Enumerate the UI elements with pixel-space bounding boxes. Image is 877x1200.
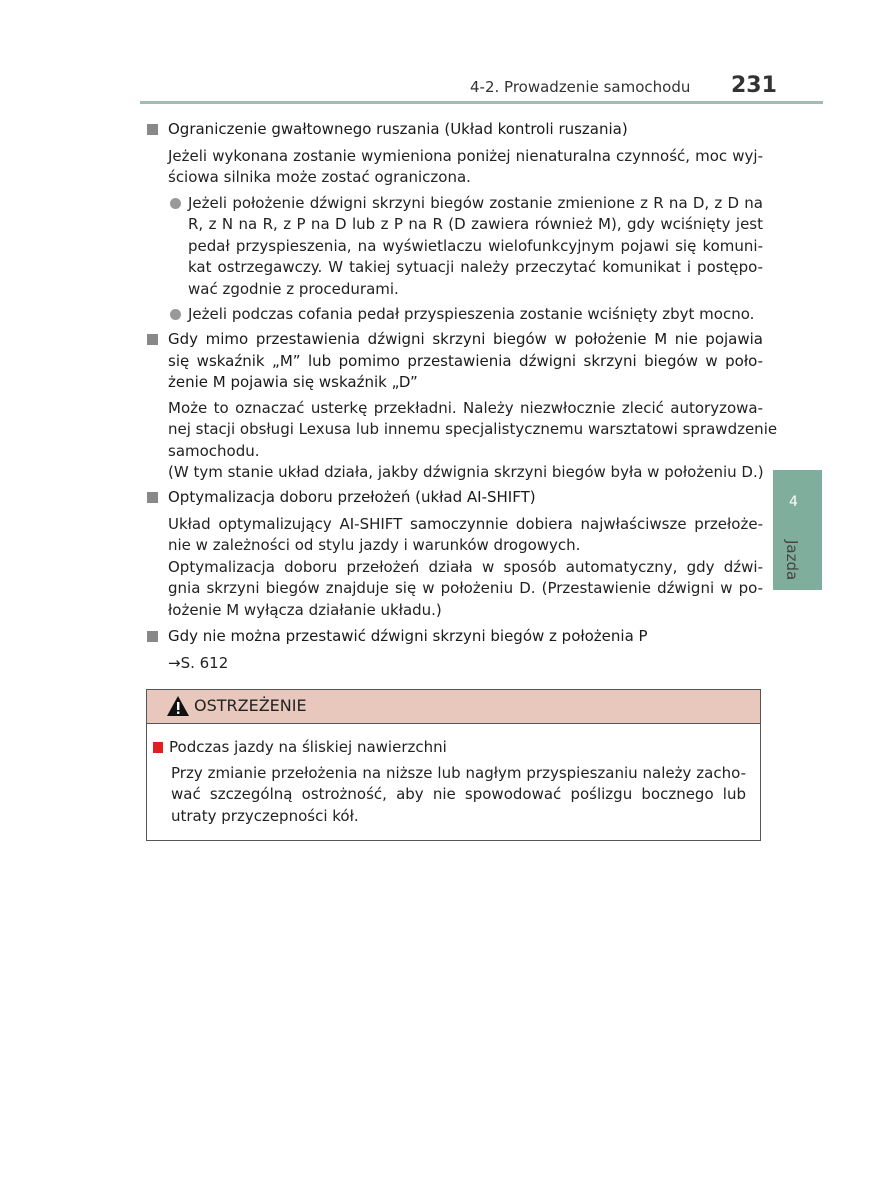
body-line: Może to oznaczać usterkę przekładni. Należy niezwłocznie zlecić autoryzowa- — [168, 398, 763, 417]
section-park-release — [147, 626, 763, 674]
section-heading: żenie M pojawia się wskaźnik „D” — [168, 373, 418, 391]
body-line: ściowa silnika może zostać ograniczona. — [168, 168, 471, 186]
warning-triangle-icon — [167, 696, 189, 720]
square-bullet-icon — [147, 631, 158, 642]
square-bullet-icon — [147, 334, 158, 345]
warning-heading-text: Podczas jazdy na śliskiej nawierzchni — [169, 738, 447, 756]
square-bullet-icon — [147, 124, 158, 135]
warning-header — [147, 690, 760, 724]
chapter-number: 4 — [789, 494, 798, 510]
chapter-label: Jazda — [783, 540, 801, 581]
bullet-item — [147, 193, 763, 301]
square-bullet-icon — [147, 492, 158, 503]
section-heading — [147, 487, 763, 509]
bullet-line — [147, 193, 763, 215]
heading-text: Gdy mimo przestawienia dźwigni skrzyni biegów w położenie M nie pojawia — [168, 330, 763, 348]
section-launch-control — [147, 119, 763, 326]
body-line: nie w zależności od stylu jazdy i warunków drogowych. — [168, 536, 581, 554]
bullet-text: Jeżeli położenie dźwigni skrzyni biegów zostanie zmienione z R na D, z D na — [188, 193, 763, 212]
body-line: Jeżeli wykonana zostanie wymieniona poniżej nienaturalna czynność, moc wyj- — [168, 146, 763, 165]
body-line: łożenie M wyłącza działanie układu.) — [168, 600, 442, 619]
warning-body-line: wać szczególną ostrożność, aby nie spowodować poślizgu bocznego lub — [171, 785, 746, 803]
page-reference-link[interactable]: →S. 612 — [168, 653, 229, 672]
body-line: nej stacji obsługi Lexusa lub innemu specjalistycznemu warsztatowi sprawdzenie — [168, 420, 778, 438]
section-heading: się wskaźnik „M” lub pomimo przestawienia dźwigni skrzyni biegów w poło- — [168, 351, 763, 370]
body-line: Układ optymalizujący AI-SHIFT samoczynnie dobiera najwłaściwsze przełoże- — [168, 514, 763, 533]
section-heading — [147, 329, 763, 351]
section-heading — [147, 626, 763, 648]
bullet-text: Jeżeli podczas cofania pedał przyspieszenia zostanie wciśnięty zbyt mocno. — [188, 305, 755, 323]
bullet-line: kat ostrzegawczy. W takiej sytuacji należy przeczytać komunikat i postępo- — [188, 258, 763, 276]
section-ai-shift — [147, 487, 763, 621]
body-line: Optymalizacja doboru przełożeń działa w sposób automatyczny, gdy dźwi- — [168, 557, 763, 576]
bullet-line: wać zgodnie z procedurami. — [188, 279, 399, 298]
section-m-indicator — [147, 329, 778, 484]
section-heading — [147, 119, 763, 141]
bullet-dot-icon — [170, 198, 181, 209]
heading-text: Ograniczenie gwałtownego ruszania (Układ kontroli ruszania) — [168, 120, 628, 138]
body-line: (W tym stanie układ działa, jakby dźwignia skrzyni biegów była w położeniu D.) — [168, 463, 764, 481]
section-header: 4-2. Prowadzenie samochodu — [470, 78, 691, 96]
bullet-item — [147, 304, 763, 326]
page-number: 231 — [731, 73, 777, 98]
bullet-dot-icon — [170, 309, 181, 320]
warning-title: OSTRZEŻENIE — [194, 696, 307, 715]
heading-text: Gdy nie można przestawić dźwigni skrzyni biegów z położenia P — [168, 627, 648, 645]
header-rule — [140, 101, 823, 104]
warning-body-line: Przy zmianie przełożenia na niższe lub nagłym przyspieszaniu należy zacho- — [171, 763, 746, 782]
heading-text: Optymalizacja doboru przełożeń (układ AI-SHIFT) — [168, 488, 536, 506]
body-line: gnia skrzyni biegów znajduje się w położeniu D. (Przestawienie dźwigni w po- — [168, 579, 763, 597]
body-line: samochodu. — [168, 441, 260, 460]
warning-heading — [147, 737, 746, 759]
bullet-line: pedał przyspieszenia, na wyświetlaczu wielofunkcyjnym pojawi się komuni- — [188, 236, 763, 255]
warning-body-line: utraty przyczepności kół. — [171, 806, 359, 825]
bullet-line: R, z N na R, z P na D lub z P na R (D zawiera również M), gdy wciśnięty jest — [188, 215, 763, 233]
red-square-icon — [153, 742, 163, 753]
warning-box — [146, 689, 761, 841]
